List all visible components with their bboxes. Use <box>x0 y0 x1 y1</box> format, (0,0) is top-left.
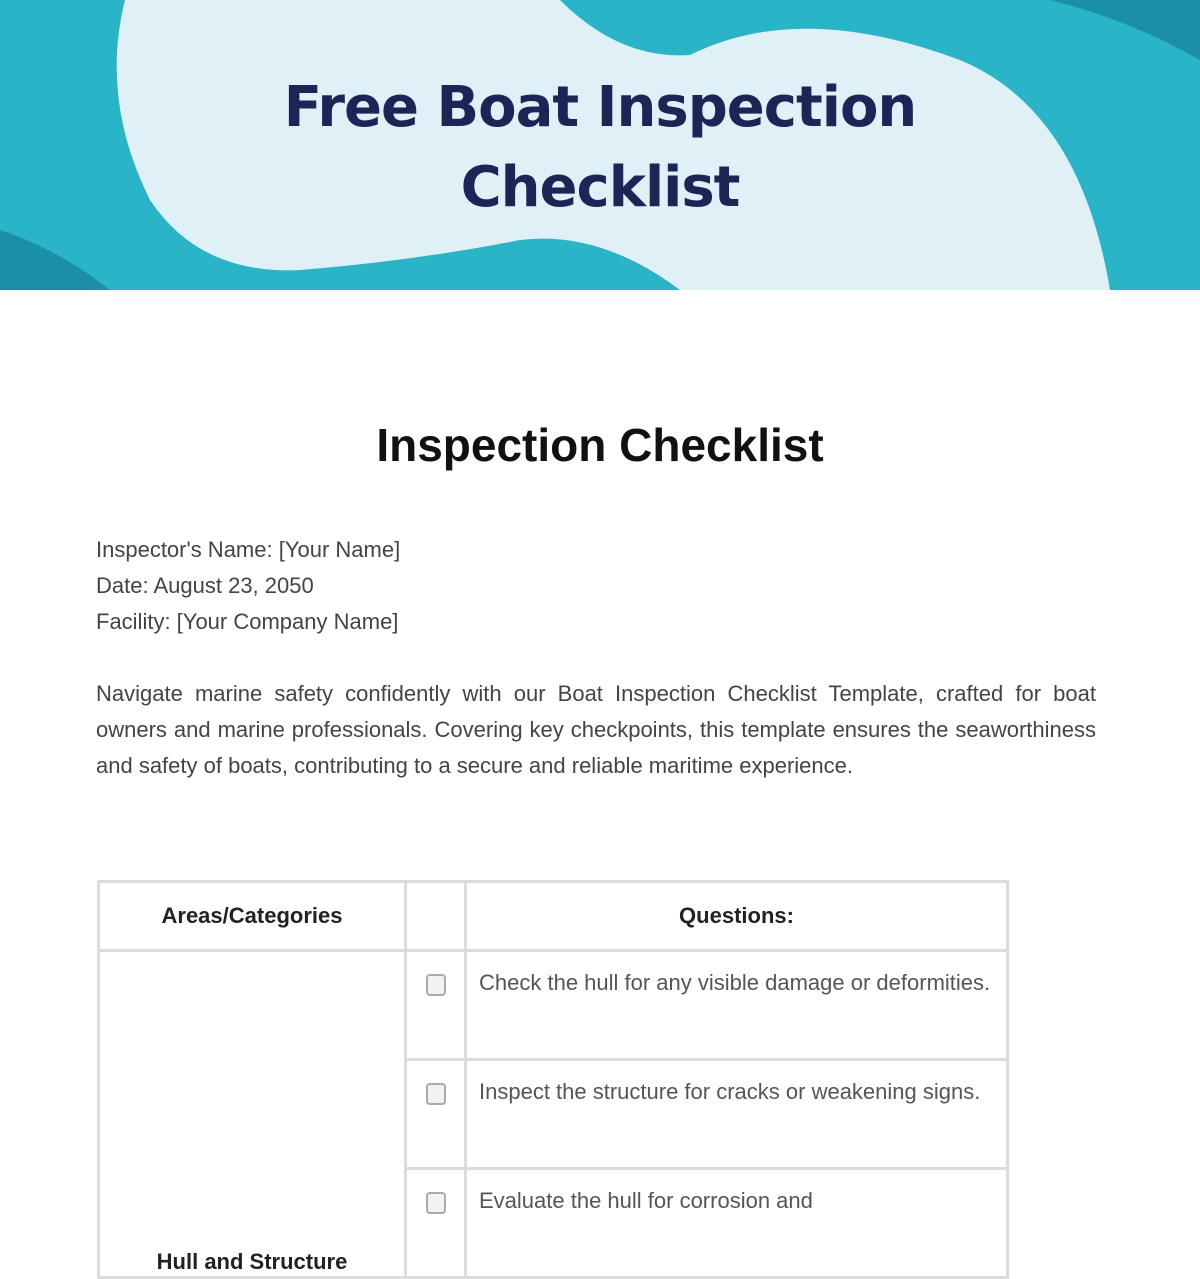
checkbox[interactable] <box>426 1083 446 1105</box>
header-questions: Questions: <box>466 882 1008 951</box>
info-block <box>96 532 400 640</box>
checkbox[interactable] <box>426 1192 446 1214</box>
checkbox[interactable] <box>426 974 446 996</box>
banner-title-line2: Checklist <box>460 155 740 220</box>
table-header-row <box>99 882 1008 951</box>
question: Check the hull for any visible damage or deformities. <box>466 951 1008 1060</box>
table-row <box>99 951 1008 1060</box>
header-areas: Areas/Categories <box>99 882 406 951</box>
category-label: Hull and Structure <box>156 1249 348 1274</box>
question: Inspect the structure for cracks or weakening signs. <box>466 1060 1008 1169</box>
banner-title-line1: Free Boat Inspection <box>283 75 917 140</box>
category-cell <box>99 951 406 1278</box>
facility: Facility: [Your Company Name] <box>96 609 399 634</box>
checklist-table <box>97 880 1009 1279</box>
header-banner <box>0 0 1200 290</box>
intro-paragraph: Navigate marine safety confidently with our Boat Inspection Checklist Template, crafted for boat owners and marine professionals. Covering key checkpoints, this template ensures the seaworthiness and safety of boats, contributing to a secure and reliable maritime experience. <box>96 681 1096 778</box>
banner-title <box>0 68 1200 228</box>
page-title: Inspection Checklist <box>376 419 824 471</box>
header-check <box>406 882 466 951</box>
question: Evaluate the hull for corrosion and <box>466 1169 1008 1278</box>
inspection-date: Date: August 23, 2050 <box>96 573 314 598</box>
inspector-name: Inspector's Name: [Your Name] <box>96 537 401 562</box>
